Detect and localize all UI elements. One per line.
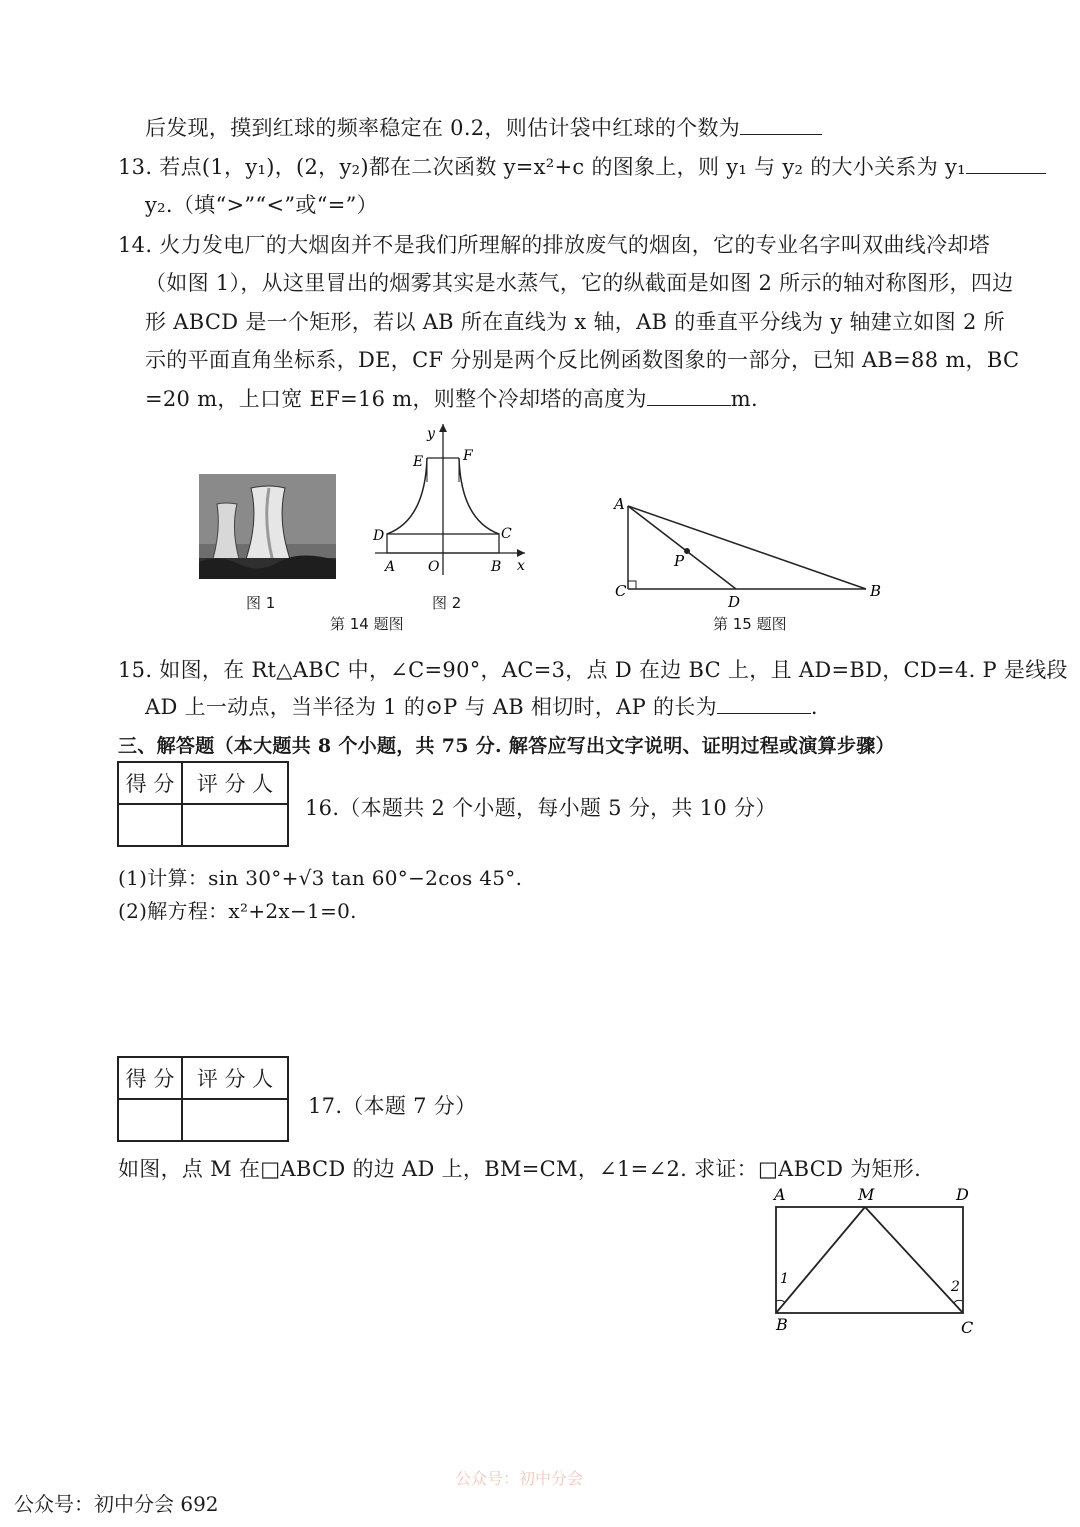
fig15-label-B: B (870, 582, 882, 600)
fig2-label-x: x (517, 558, 525, 574)
fig2-caption: 图 2 (432, 594, 462, 612)
q17-text: 如图，点 M 在□ABCD 的边 AD 上，BM=CM，∠1=∠2. 求证：□ABCD 为矩形. (118, 1157, 922, 1181)
fig2-label-C: C (501, 526, 512, 542)
q17-title: 17.（本题 7 分） (308, 1094, 477, 1118)
fig2-label-B: B (491, 559, 502, 575)
fig15-label-C: C (615, 582, 627, 600)
fig2-label-F: F (463, 448, 473, 464)
score-table-q17 (117, 1056, 289, 1142)
q12-continuation (145, 112, 822, 142)
fig15-label-P: P (674, 552, 685, 570)
fig2-label-D: D (373, 528, 385, 544)
fig17-label-D: D (956, 1185, 969, 1204)
watermark: 公众号：初中分会 (455, 1469, 584, 1488)
score-cell[interactable] (118, 1099, 182, 1141)
q14-answer-blank[interactable] (647, 387, 731, 406)
fig17-angle-1: 1 (780, 1271, 789, 1287)
q16-part2: (2)解方程：x²+2x−1=0. (118, 899, 357, 923)
q16-part1: (1)计算：sin 30°+√3 tan 60°−2cos 45°. (118, 866, 523, 890)
score-cell[interactable] (118, 804, 182, 846)
section3-heading: 三、解答题（本大题共 8 个小题，共 75 分. 解答应写出文字说明、证明过程或演算步骤） (118, 735, 895, 757)
q13-line2: y₂.（填“>”“<”或“=”） (145, 193, 378, 217)
q14-line2: （如图 1），从这里冒出的烟雾其实是水蒸气，它的纵截面是如图 2 所示的轴对称图形，四边 (145, 271, 1014, 295)
q14-line4: 示的平面直角坐标系，DE，CF 分别是两个反比例函数图象的一部分，已知 AB=88 m，BC (145, 348, 1020, 372)
fig17-angle-2: 2 (951, 1279, 960, 1295)
fig17-label-C: C (961, 1318, 974, 1337)
fig17-label-A: A (774, 1185, 786, 1204)
q15-line2: AD 上一动点，当半径为 1 的⊙P 与 AB 相切时，AP 的长为 . (145, 695, 818, 719)
q14-line5: =20 m，上口宽 EF=16 m，则整个冷却塔的高度为 m. (145, 387, 758, 411)
q14-line3: 形 ABCD 是一个矩形，若以 AB 所在直线为 x 轴，AB 的垂直平分线为 y 轴建立如图 2 所 (145, 310, 1005, 334)
score-header: 得 分 (118, 1057, 182, 1099)
fig15-diagram (608, 492, 888, 610)
grader-header: 评 分 人 (182, 1057, 288, 1099)
q14-figure-caption: 第 14 题图 (330, 615, 404, 633)
fig2-label-E: E (413, 454, 424, 470)
cooling-tower-photo (199, 474, 336, 579)
q15-answer-blank[interactable] (717, 695, 811, 714)
q14-line1: 14. 火力发电厂的大烟囱并不是我们所理解的排放废气的烟囱，它的专业名字叫双曲线冷却塔 (118, 233, 990, 257)
fig17-label-M: M (858, 1185, 875, 1204)
grader-header: 评 分 人 (182, 762, 288, 804)
fig17-label-B: B (776, 1315, 788, 1334)
grader-cell[interactable] (182, 1099, 288, 1141)
fig2-label-y: y (427, 426, 435, 442)
fig17-diagram (768, 1183, 980, 1338)
score-table-q16 (117, 761, 289, 847)
q13-answer-blank[interactable] (966, 155, 1046, 174)
q12-answer-blank[interactable] (740, 116, 822, 135)
score-header: 得 分 (118, 762, 182, 804)
fig2-label-A: A (385, 559, 396, 575)
q13-line1: 13. 若点(1，y₁)，(2，y₂)都在二次函数 y=x²+c 的图象上，则 y₁ 与 y₂ 的大小关系为 y₁ (118, 151, 1046, 181)
q12-text: 后发现，摸到红球的频率稳定在 0.2，则估计袋中红球的个数为 (145, 116, 741, 140)
fig2-label-O: O (428, 559, 440, 575)
fig2-diagram (365, 420, 535, 580)
fig15-label-D: D (728, 593, 741, 610)
q15-figure-caption: 第 15 题图 (713, 615, 787, 633)
q16-title: 16.（本题共 2 个小题，每小题 5 分，共 10 分） (305, 796, 777, 820)
footer-left: 公众号：初中分会 692 (14, 1492, 219, 1516)
fig15-label-A: A (614, 495, 625, 513)
grader-cell[interactable] (182, 804, 288, 846)
q15-line1: 15. 如图，在 Rt△ABC 中，∠C=90°，AC=3，点 D 在边 BC 上，且 AD=BD，CD=4. P 是线段 (118, 658, 1068, 682)
fig1-caption: 图 1 (246, 594, 276, 612)
